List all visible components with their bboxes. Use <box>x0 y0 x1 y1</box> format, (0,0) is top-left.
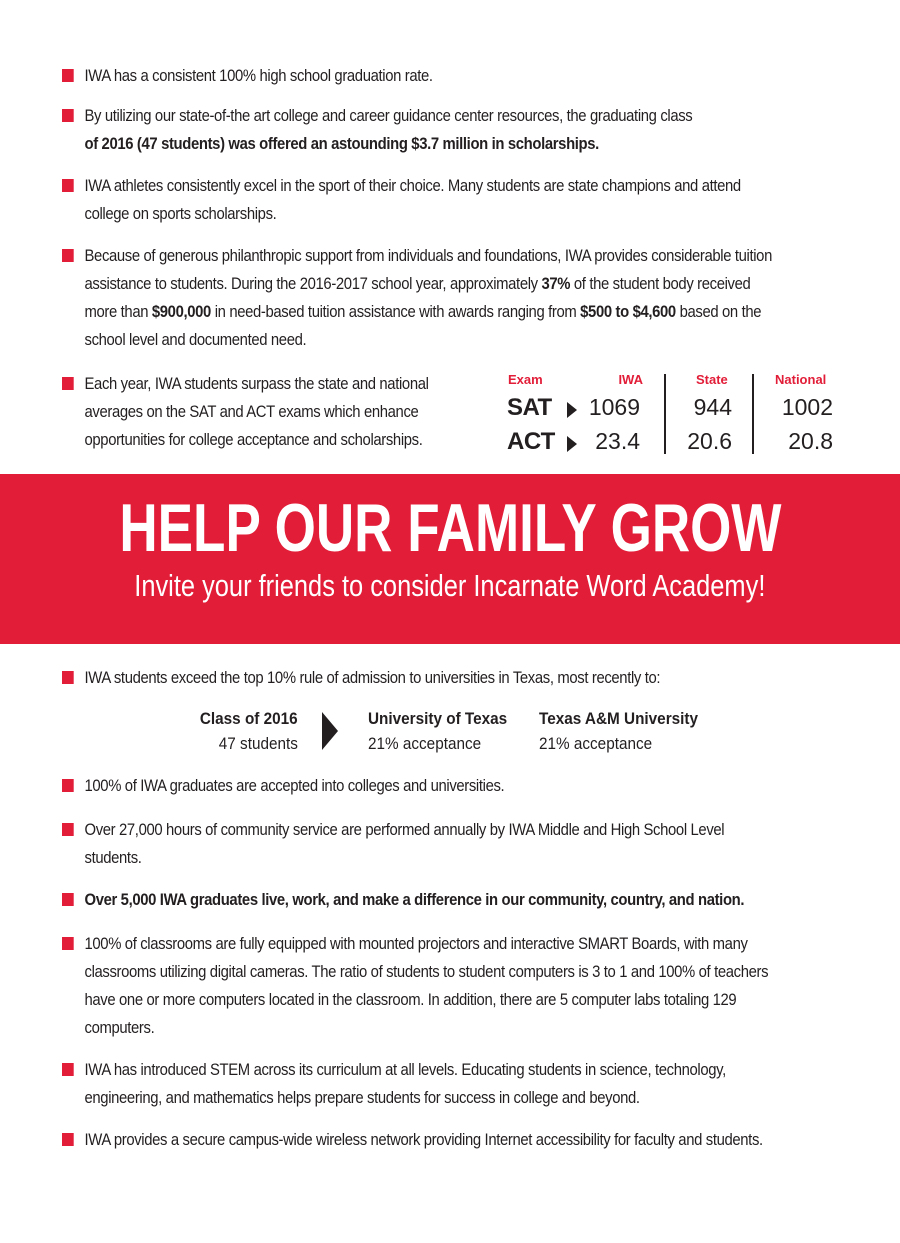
bullet-graduation-rate <box>62 62 773 90</box>
test-scores-table <box>505 372 845 456</box>
banner-headline-text: HELP OUR FAMILY GROW <box>118 490 782 566</box>
bullet-square-icon <box>62 893 74 906</box>
bullet-text: IWA has introduced STEM across its curriculum at all levels. Educating students in science, technology, engineering, and mathematics helps prepare students for success in college and beyond. <box>84 1061 726 1107</box>
university-rate: 21% acceptance <box>368 734 482 753</box>
bullet-text <box>85 242 774 354</box>
bullet-athletes <box>62 172 773 228</box>
bullet-square-icon <box>62 69 74 82</box>
text-run: Because of generous philanthropic support from individuals and foundations, IWA provides considerable tuition assistance to students. During the 2016-2017 school year, approximately <box>84 247 772 293</box>
column-divider <box>664 374 666 454</box>
bullet-graduates <box>62 886 836 914</box>
university-rate: 21% acceptance <box>539 734 653 753</box>
bullet-text: IWA students exceed the top 10% rule of admission to universities in Texas, most recently to: <box>84 669 661 687</box>
bullet-square-icon <box>62 179 74 192</box>
help-grow-banner <box>0 474 900 644</box>
university-column <box>368 706 523 756</box>
assistance-total: $900,000 <box>151 303 211 321</box>
bullet-wireless <box>62 1126 773 1154</box>
percent-students: 37% <box>541 275 571 293</box>
text-run: of the student body received more than <box>84 275 751 321</box>
row-sat-national: 1002 <box>781 394 833 420</box>
row-sat-exam: SAT <box>507 394 552 421</box>
bullet-test-scores <box>62 370 485 454</box>
text-run: in need-based tuition assistance with awards ranging from <box>210 303 581 321</box>
header-iwa: IWA <box>618 372 643 387</box>
banner-headline <box>0 488 900 568</box>
bullet-square-icon <box>62 109 74 122</box>
bullet-stem <box>62 1056 773 1112</box>
bullet-classroom-tech <box>62 930 773 1042</box>
bullet-text: Over 27,000 hours of community service are performed annually by IWA Middle and High School Level students. <box>84 821 725 867</box>
class-column <box>150 706 298 756</box>
bullet-text: IWA provides a secure campus-wide wireless network providing Internet accessibility for faculty and students. <box>84 1131 763 1149</box>
class-detail: 47 students <box>218 734 298 753</box>
bullet-tuition-assistance <box>62 242 773 354</box>
row-act-state: 20.6 <box>687 428 732 454</box>
bullet-text: 100% of classrooms are fully equipped with mounted projectors and interactive SMART Boards, with many classrooms utilizing digital cameras. The ratio of students to student computers is 3 to 1 and 100% of teachers have one or more computers located in the classroom. In addition, there are 5 computer labs totaling 129 computers. <box>84 935 769 1037</box>
row-sat-state: 944 <box>693 394 732 420</box>
university-column <box>539 706 716 756</box>
bullet-community-service <box>62 816 746 872</box>
class-title: Class of 2016 <box>200 709 298 728</box>
bullet-text: IWA has a consistent 100% high school graduation rate. <box>84 67 433 85</box>
bullet-text: Each year, IWA students surpass the state and national averages on the SAT and ACT exams which enhance opportunities for college acceptance and scholarships. <box>84 375 429 449</box>
header-national: National <box>775 372 827 387</box>
header-exam: Exam <box>508 372 543 387</box>
row-act-national: 20.8 <box>788 428 833 454</box>
admissions-table <box>0 706 900 760</box>
award-range: $500 to $4,600 <box>580 303 676 321</box>
bullet-square-icon <box>62 823 74 836</box>
row-act-iwa: 23.4 <box>595 428 640 454</box>
bullet-square-icon <box>62 249 74 262</box>
bullet-square-icon <box>62 377 74 390</box>
bullet-square-icon <box>62 671 74 684</box>
header-state: State <box>696 372 728 387</box>
banner-subline <box>0 566 900 606</box>
university-name: University of Texas <box>368 709 508 728</box>
bullet-text: Over 5,000 IWA graduates live, work, and make a difference in our community, country, and nation. <box>84 891 745 909</box>
arrow-right-icon <box>322 712 338 750</box>
bullet-text-line1: By utilizing our state-of-the art college and career guidance center resources, the graduating class <box>84 107 693 125</box>
bullet-scholarships <box>62 102 773 158</box>
text-run: based on the school level and documented need. <box>84 303 762 349</box>
bullet-text: IWA athletes consistently excel in the sport of their choice. Many students are state champions and attend college on sports scholarships. <box>84 177 741 223</box>
row-sat-iwa: 1069 <box>588 394 640 420</box>
bullet-text <box>85 102 774 158</box>
bullet-top-ten-percent <box>62 664 773 692</box>
bullet-square-icon <box>62 1133 74 1146</box>
row-act-exam: ACT <box>507 428 555 455</box>
bullet-text-line2: of 2016 (47 students) was offered an astounding $3.7 million in scholarships. <box>84 135 599 153</box>
bullet-square-icon <box>62 779 74 792</box>
bullet-college-acceptance <box>62 772 773 800</box>
banner-subline-text: Invite your friends to consider Incarnate Word Academy! <box>134 568 766 603</box>
bullet-square-icon <box>62 937 74 950</box>
bullet-text: 100% of IWA graduates are accepted into colleges and universities. <box>84 777 505 795</box>
bullet-square-icon <box>62 1063 74 1076</box>
column-divider <box>752 374 754 454</box>
university-name: Texas A&M University <box>539 709 699 728</box>
